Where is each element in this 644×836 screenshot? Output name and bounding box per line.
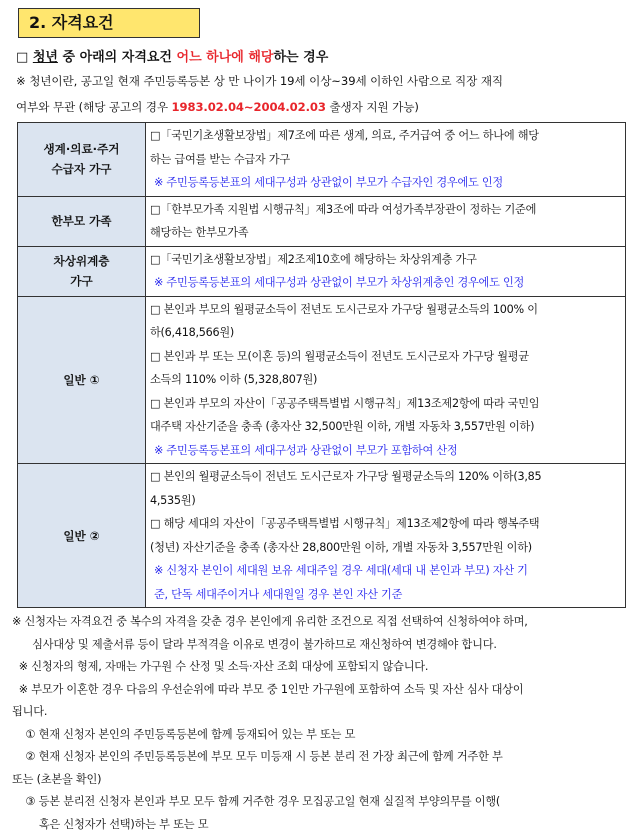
row-text-line: 해당하는 한부모가족: [150, 221, 623, 245]
table-row: [18, 246, 626, 296]
note-line: ③ 등본 분리전 신청자 본인과 부모 모두 함께 거주한 경우 모집공고일 현재 실질적 부양의무를 이행(: [12, 791, 632, 814]
row-text-line: □ 본인과 부모의 월평균소득이 전년도 도시근로자 가구당 월평균소득의 100% 이: [150, 298, 623, 322]
checkbox-glyph: □: [16, 50, 28, 65]
row-content: [146, 196, 626, 246]
row-label: [18, 196, 146, 246]
row-label-line: 수급자 가구: [18, 159, 145, 179]
row-label-line: 차상위계층: [18, 251, 145, 271]
row-text-line: 하(6,418,566원): [150, 321, 623, 345]
note-line: ※ 신청자의 형제, 자매는 가구원 수 산정 및 소득·자산 조회 대상에 포함되지 않습니다.: [12, 656, 632, 679]
row-label-line: 일반 ②: [18, 526, 145, 546]
row-text-line: □ 본인과 부 또는 모(이혼 등)의 월평균소득이 전년도 도시근로자 가구당 월평균: [150, 345, 623, 369]
table-row: [18, 296, 626, 464]
row-note-line: ※ 주민등록등본표의 세대구성과 상관없이 부모가 포함하여 산정: [150, 439, 623, 463]
intro-note: [16, 68, 628, 120]
row-text-line: (청년) 자산기준을 충족 (총자산 28,800만원 이하, 개별 자동차 3,557만원 이하): [150, 536, 623, 560]
requirements-table: [17, 122, 626, 608]
note-line: 또는 (초본을 확인): [12, 769, 632, 792]
table-row: [18, 464, 626, 608]
row-label: [18, 464, 146, 608]
intro-line-2b: 출생자 지원 가능): [326, 100, 419, 114]
row-text-line: 대주택 자산기준을 충족 (총자산 32,500만원 이하, 개별 자동차 3,557만원 이하): [150, 415, 623, 439]
row-content: [146, 123, 626, 197]
row-text-line: □ 본인과 부모의 자산이「공공주택특별법 시행규칙」제13조제2항에 따라 국민임: [150, 392, 623, 416]
table-row: [18, 123, 626, 197]
row-text-line: □「국민기초생활보장법」제2조제10호에 해당하는 차상위계층 가구: [150, 248, 623, 272]
row-label-line: 일반 ①: [18, 370, 145, 390]
row-label-line: 한부모 가족: [18, 211, 145, 231]
birth-date-range: 1983.02.04~2004.02.03: [172, 100, 326, 114]
intro-line-2: [16, 94, 628, 120]
row-note-line: ※ 주민등록등본표의 세대구성과 상관없이 부모가 차상위계층인 경우에도 인정: [150, 271, 623, 295]
note-line: ※ 부모가 이혼한 경우 다음의 우선순위에 따라 부모 중 1인만 가구원에 포함하여 소득 및 자산 심사 대상이: [12, 679, 632, 702]
row-text-line: 소득의 110% 이하 (5,328,807원): [150, 368, 623, 392]
note-line: ② 현재 신청자 본인의 주민등록등본에 부모 모두 미등재 시 등본 분리 전 가장 최근에 함께 거주한 부: [12, 746, 632, 769]
heading-youth: 청년: [33, 50, 58, 65]
row-text-line: □「국민기초생활보장법」제7조에 따른 생계, 의료, 주거급여 중 어느 하나에 해당: [150, 124, 623, 148]
heading-mid: 중 아래의 자격요건: [58, 50, 177, 65]
heading-highlight: 어느 하나에 해당: [177, 50, 274, 65]
row-text-line: 4,535원): [150, 489, 623, 513]
table-row: [18, 196, 626, 246]
row-text-line: 하는 급여를 받는 수급자 가구: [150, 148, 623, 172]
note-line: ※ 신청자는 자격요건 중 복수의 자격을 갖춘 경우 본인에게 유리한 조건으로 직접 선택하여 신청하여야 하며,: [12, 611, 632, 634]
row-label-line: 생계·의료·주거: [18, 139, 145, 159]
row-note-line: ※ 신청자 본인이 세대원 보유 세대주일 경우 세대(세대 내 본인과 부모) 자산 기: [150, 559, 623, 583]
heading: [16, 46, 328, 65]
note-line: 됩니다.: [12, 701, 632, 724]
row-content: [146, 246, 626, 296]
row-label: [18, 123, 146, 197]
row-label-line: 가구: [18, 271, 145, 291]
row-text-line: □ 해당 세대의 자산이「공공주택특별법 시행규칙」제13조제2항에 따라 행복주택: [150, 512, 623, 536]
row-note-line: 준, 단독 세대주이거나 세대원일 경우 본인 자산 기준: [150, 583, 623, 607]
row-text-line: □「한부모가족 지원법 시행규칙」제3조에 따라 여성가족부장관이 정하는 기준에: [150, 198, 623, 222]
row-content: [146, 296, 626, 464]
section-title: 2. 자격요건: [18, 8, 200, 38]
row-label: [18, 296, 146, 464]
note-line: 혹은 신청자가 선택)하는 부 또는 모: [12, 814, 632, 836]
note-line: 심사대상 및 제출서류 등이 달라 부적격을 이유로 변경이 불가하므로 재신청하여 변경해야 합니다.: [12, 634, 632, 657]
row-note-line: ※ 주민등록등본표의 세대구성과 상관없이 부모가 수급자인 경우에도 인정: [150, 171, 623, 195]
row-label: [18, 246, 146, 296]
row-content: [146, 464, 626, 608]
notes-block: [12, 611, 632, 836]
intro-line-2a: 여부와 무관 (해당 공고의 경우: [16, 100, 172, 114]
heading-end: 하는 경우: [274, 50, 329, 65]
row-text-line: □ 본인의 월평균소득이 전년도 도시근로자 가구당 월평균소득의 120% 이하(3,85: [150, 465, 623, 489]
intro-line-1: ※ 청년이란, 공고일 현재 주민등록등본 상 만 나이가 19세 이상~39세 이하인 사람으로 직장 재직: [16, 68, 628, 94]
note-line: ① 현재 신청자 본인의 주민등록등본에 함께 등재되어 있는 부 또는 모: [12, 724, 632, 747]
